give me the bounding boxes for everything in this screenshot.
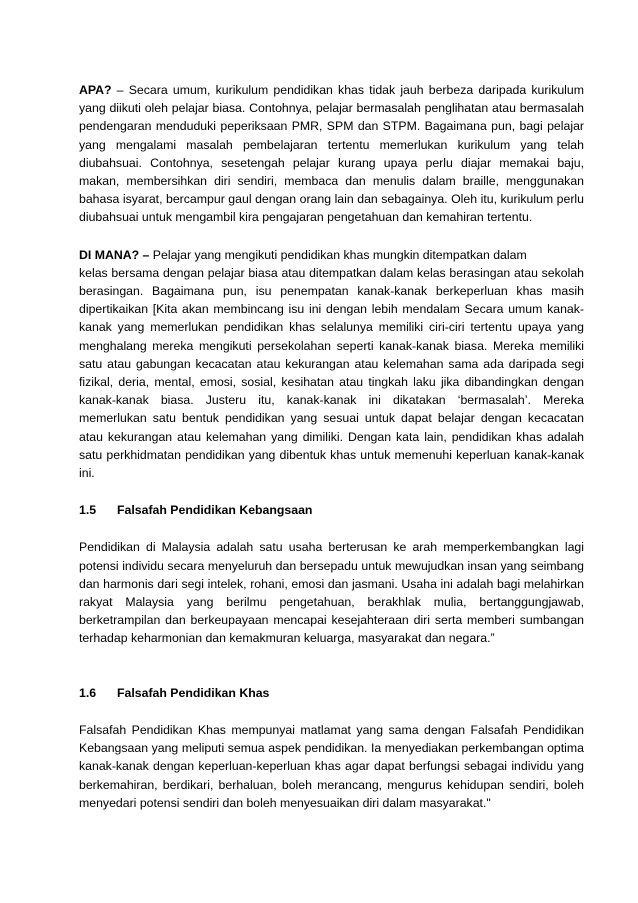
paragraph-dimana — [79, 246, 584, 264]
section-title: Falsafah Pendidikan Kebangsaan — [117, 503, 313, 518]
dimana-first-line: Pelajar yang mengikuti pendidikan khas mungkin ditempatkan dalam — [149, 247, 527, 262]
spacer — [79, 482, 584, 501]
paragraph-falsafah-kebangsaan: Pendidikan di Malaysia adalah satu usaha berterusan ke arah memperkembangkan lagi potensi individu secara menyeluruh dan bersepadu untuk mewujudkan insan yang seimbang dan harmonis dari segi intelek, rohani, emosi dan jasmani. Usaha ini adalah bagi melahirkan rakyat Malaysia yang berilmu pengetahuan, berakhlak mulia, bertanggungjawab, berketrampilan dan berkeupayaan mencapai kesejahteraan diri serta memberi sumbangan terhadap keharmonian dan kemakmuran keluarga, masyarakat dan negara.” — [79, 540, 584, 646]
section-number: 1.6 — [79, 685, 97, 700]
dimana-text: kelas bersama dengan pelajar biasa atau ditempatkan dalam kelas berasingan atau sekolah berasingan. Bagaimana pun, isu penempatan kanak-kanak berkeperluan khas masih dipertikaikan [Kita akan membincang isu ini dengan lebih mendalam Secara umum kanak-kanak yang memerlukan pendidikan khas selalunya memiliki ciri-ciri tertentu upaya yang menghalang mereka mengikuti persekolahan seperti kanak-kanak biasa. Mereka memiliki satu atau gabungan kecacatan atau kekurangan atau kelemahan sama ada daripada segi fizikal, deria, mental, emosi, sosial, kesihatan atau tingkah laku jika dibandingkan dengan kanak-kanak biasa. Justeru itu, kanak-kanak ini dikatakan ‘bermasalah’. Mereka memerlukan satu bentuk pendidikan yang sesuai untuk dapat belajar dengan kecacatan atau kekurangan atau kelemahan yang dimiliki. Dengan kata lain, pendidikan khas adalah satu perkhidmatan pendidikan yang dibentuk khas untuk memenuhi keperluan kanak-kanak ini. — [79, 265, 584, 481]
spacer — [79, 648, 584, 684]
spacer — [79, 227, 584, 246]
apa-text: – Secara umum, kurikulum pendidikan khas tidak jauh berbeza daripada kurikulum yang diikuti oleh pelajar biasa. Contohnya, pelajar bermasalah penglihatan atau bermasalah pendengaran menduduki peperiksaan PMR, SPM dan STPM. Bagaimana pun, bagi pelajar yang mengalami masalah pembelajaran tertentu memerlukan kurikulum yang telah diubahsuai. Contohnya, sesetengah pelajar kurang upaya perlu diajar memakai baju, makan, membersihkan diri sendiri, membaca dan menulis dalam braille, menggunakan bahasa isyarat, bercampur gaul dengan orang lain dan sebagainya. Oleh itu, kurikulum perlu diubahsuai untuk mengambil kira pengajaran pengetahuan dan kemahiran tertentu. — [79, 83, 584, 225]
section-title: Falsafah Pendidikan Khas — [117, 685, 270, 700]
apa-lead: APA? — [79, 83, 112, 97]
spacer — [79, 702, 584, 721]
heading-1-5 — [79, 501, 584, 519]
dimana-lead: DI MANA? – — [79, 247, 150, 262]
section-number: 1.5 — [79, 503, 97, 518]
heading-1-6 — [79, 684, 584, 702]
document-page — [79, 81, 584, 812]
paragraph-apa — [79, 81, 584, 227]
paragraph-dimana-body — [79, 264, 584, 482]
paragraph-falsafah-khas: Falsafah Pendidikan Khas mempunyai matlamat yang sama dengan Falsafah Pendidikan Kebangsaan yang meliputi semua aspek pendidikan. Ia menyediakan perkembangan optima kanak-kanak dengan keperluan-keperluan khas agar dapat berfungsi sebagai individu yang berkemahiran, berdikari, berhaluan, boleh merancang, mengurus kehidupan sendiri, boleh menyedari potensi sendiri dan boleh menyesuaikan diri dalam masyarakat." — [79, 722, 584, 810]
spacer — [79, 519, 584, 538]
